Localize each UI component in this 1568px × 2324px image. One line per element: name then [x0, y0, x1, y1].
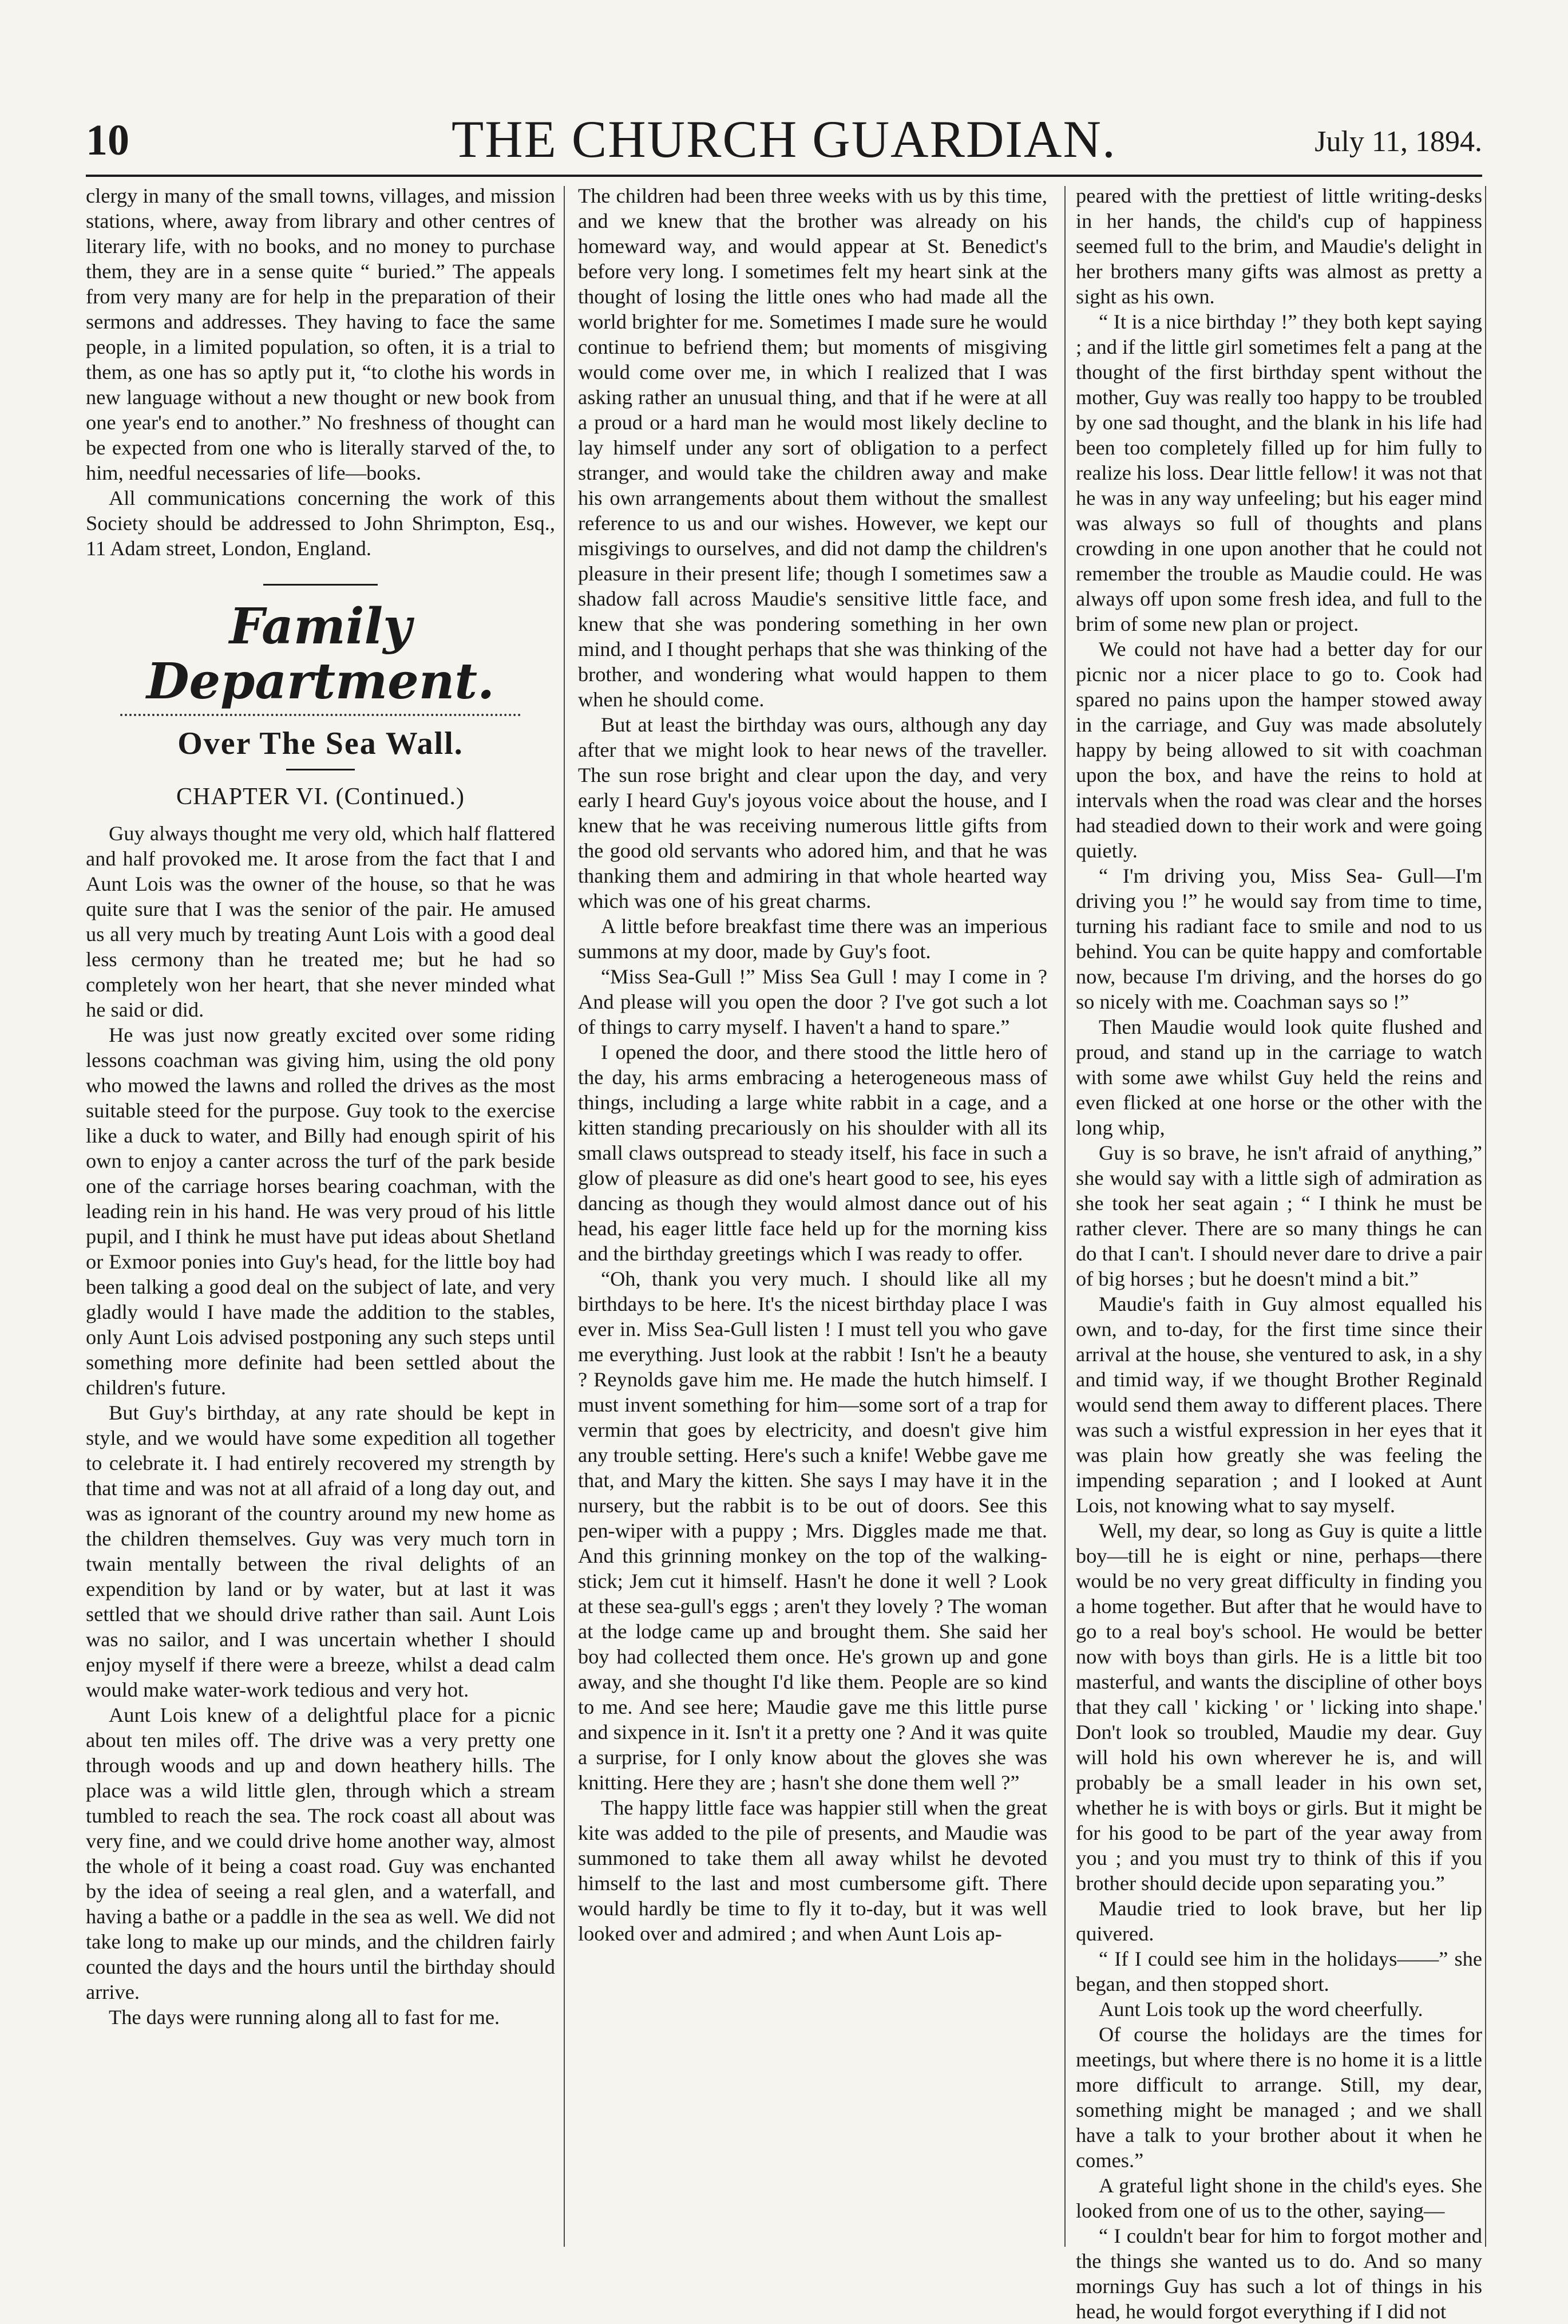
- column-divider: [1064, 186, 1066, 2247]
- title-rule: [286, 769, 355, 770]
- paragraph: “ It is a nice birthday !” they both kept saying ; and if the little girl sometimes felt a pang at the thought of the first birthday spent without the mother, Guy was really too happy to be troubled by one sad thought, and the blank in his life had been too completely filled up for him fully to realize his loss. Dear little fellow! it was not that he was in any way unfeeling; but his eager mind was always so full of thoughts and plans crowding in one upon another that he could not remember the trouble as Maudie could. He was always off upon some fresh idea, and full to the brim of some new plan or project.: [1076, 310, 1482, 635]
- paragraph: I opened the door, and there stood the little hero of the day, his arms embracing a heterogeneous mass of things, including a large white rabbit in a cage, and a kitten standing precariously on his shoulder with all its small claws outspread to steady itself, his face in such a glow of pleasure as did one's heart good to see, his eyes dancing as though they would almost dance out of his head, his eager little face held up for the morning kiss and the birthday greetings which I was ready to offer.: [578, 1041, 1047, 1265]
- column-divider: [1485, 186, 1486, 2247]
- section-rule: [263, 584, 378, 586]
- chapter-heading: CHAPTER VI. (Continued.): [176, 784, 465, 810]
- masthead-rule: [86, 175, 1482, 177]
- paragraph: Maudie's faith in Guy almost equalled his own, and to-day, for the first time since their arrival at the house, she ventured to ask, in a shy and timid way, if we thought Brother Reginald would send them away to different places. There was such a wistful expression in her eyes that it was plain how greatly she was feeling the impending separation ; and I looked at Aunt Lois, not knowing what to say myself.: [1076, 1293, 1482, 1517]
- column-3: [1076, 183, 1482, 2323]
- paragraph: But Guy's birthday, at any rate should be kept in style, and we would have some expedition all together to celebrate it. I had entirely recovered my strength by that time and was not at all afraid of a long day out, and was as ignorant of the country around my new home as the children themselves. Guy was very much torn in twain mentally between the rival delights of an expendition by land or by water, but at last it was settled that we should drive rather than sail. Aunt Lois was no sailor, and I was uncertain whether I should enjoy myself if there were a breeze, whilst a dead calm would make water-work tedious and very hot.: [86, 1401, 555, 1701]
- paragraph: Then Maudie would look quite flushed and proud, and stand up in the carriage to watch with some awe whilst Guy held the reins and even flicked at one horse or the other with the long whip,: [1076, 1015, 1482, 1139]
- paragraph: A grateful light shone in the child's eyes. She looked from one of us to the other, saying—: [1076, 2174, 1482, 2222]
- masthead: [86, 109, 1482, 172]
- column-2: [578, 183, 1047, 2244]
- paragraph: Aunt Lois knew of a delightful place for a picnic about ten miles off. The drive was a very pretty one through woods and up and down heathery hills. The place was a wild little glen, through which a stream tumbled to reach the sea. The rock coast all about was very fine, and we could drive home another way, almost the whole of it being a coast road. Guy was enchanted by the idea of seeing a real glen, and a waterfall, and having a bathe or a paddle in the sea as well. We did not take long to make up our minds, and the children fairly counted the days and the hours until the birthday should arrive.: [86, 1704, 555, 2003]
- story-title: Over The Sea Wall.: [177, 726, 464, 761]
- column-divider: [564, 186, 565, 2247]
- paragraph: peared with the prettiest of little writing-desks in her hands, the child's cup of happiness seemed full to the brim, and Maudie's delight in her brothers many gifts was almost as pretty a sight as his own.: [1076, 184, 1482, 308]
- paragraph: Maudie tried to look brave, but her lip quivered.: [1076, 1897, 1482, 1945]
- paragraph: “ I'm driving you, Miss Sea- Gull—I'm driving you !” he would say from time to time, turning his radiant face to smile and nod to us behind. You can be quite happy and comfortable now, because I'm driving, and the horses do go so nicely with me. Coachman says so !”: [1076, 864, 1482, 1013]
- paragraph: A little before breakfast time there was an imperious summons at my door, made by Guy's foot.: [578, 915, 1047, 963]
- issue-date: July 11, 1894.: [1314, 125, 1482, 158]
- paragraph: Aunt Lois took up the word cheerfully.: [1099, 1998, 1423, 2021]
- paragraph: “ If I could see him in the holidays——” she began, and then stopped short.: [1076, 1947, 1482, 1995]
- paragraph: Guy always thought me very old, which half flattered and half provoked me. It arose from the fact that I and Aunt Lois was the owner of the house, so that he was quite sure that I was the senior of the pair. He amused us all very much by treating Aunt Lois with a good deal less cermony than he treated me; but he had so completely won her heart, that she never minded what he said or did.: [86, 822, 555, 1021]
- page-number: 10: [86, 116, 129, 164]
- paragraph: All communications concerning the work of this Society should be addressed to John Shrimpton, Esq., 11 Adam street, London, England.: [86, 487, 555, 560]
- column-1: [86, 183, 555, 2244]
- department-heading: Family Department.: [146, 598, 495, 710]
- paragraph: Of course the holidays are the times for meetings, but where there is no home it is a little more difficult to arrange. Still, my dear, something might be managed ; and we shall have a talk to your brother about it when he comes.”: [1076, 2023, 1482, 2172]
- paragraph: “Miss Sea-Gull !” Miss Sea Gull ! may I come in ? And please will you open the door ? I've got such a lot of things to carry myself. I haven't a hand to spare.”: [578, 965, 1047, 1038]
- paragraph: Guy is so brave, he isn't afraid of anything,” she would say with a little sigh of admiration as she took her seat again ; “ I think he must be rather clever. There are so many things he can do that I can't. I should never dare to drive a pair of big horses ; but he doesn't mind a bit.”: [1076, 1141, 1482, 1290]
- paragraph: “ I couldn't bear for him to forgot mother and the things she wanted us to do. And so many mornings Guy has such a lot of things in his head, he would forgot everything if I did not: [1076, 2224, 1482, 2323]
- paragraph: But at least the birthday was ours, although any day after that we might look to hear news of the traveller. The sun rose bright and clear upon the day, and very early I heard Guy's joyous voice about the house, and I knew that he was receiving numerous little gifts from the good old servants who adored him, and that he was thanking them and admiring in that whole hearted way which was one of his great charms.: [578, 713, 1047, 912]
- newspaper-title: THE CHURCH GUARDIAN.: [452, 110, 1116, 168]
- paragraph: The happy little face was happier still when the great kite was added to the pile of presents, and Maudie was summoned to take them all away whilst he devoted himself to the last and most cumbersome gift. There would hardly be time to fly it to-day, but it was well looked over and admired ; and when Aunt Lois ap-: [578, 1796, 1047, 1945]
- paragraph: “Oh, thank you very much. I should like all my birthdays to be here. It's the nicest birthday place I was ever in. Miss Sea-Gull listen ! I must tell you who gave me everything. Just look at the rabbit ! Isn't he a beauty ? Reynolds gave him me. He made the hutch himself. I must invent something for him—some sort of a trap for vermin that goes by electricity, and doesn't give him any trouble setting. Here's such a knife! Webbe gave me that, and Mary the kitten. She says I may have it in the nursery, but the rabbit is to be out of doors. See this pen-wiper with a puppy ; Mrs. Diggles made me that. And this grinning monkey on the top of the walking-stick; Jem cut it himself. Hasn't he done it well ? Look at these sea-gull's eggs ; aren't they lovely ? The woman at the lodge came up and brought them. She said her boy had collected them once. He's grown up and gone away, and she thought I'd like them. People are so kind to me. And see here; Maudie gave me this little purse and sixpence in it. Isn't it a pretty one ? And it was quite a surprise, for I only know about the gloves she was knitting. Here they are ; hasn't she done them well ?”: [578, 1267, 1047, 1794]
- paragraph: clergy in many of the small towns, villages, and mission stations, where, away from library and other centres of literary life, with no books, and no money to purchase them, they are in a sense quite “ buried.” The appeals from very many are for help in the preparation of their sermons and addresses. They having to face the same people, in a limited population, so often, it is a trial to them, as one has so aptly put it, “to clothe his words in new language without a new thought or new book from one year's end to another.” No freshness of thought can be expected from one who is literally starved of the, to him, needful necessaries of life—books.: [86, 184, 555, 484]
- paragraph: He was just now greatly excited over some riding lessons coachman was giving him, using the old pony who mowed the lawns and rolled the drives as the most suitable steed for the purpose. Guy took to the exercise like a duck to water, and Billy had enough spirit of his own to enjoy a canter across the turf of the park beside one of the carriage horses bearing coachman, with the leading rein in his hand. He was very proud of his little pupil, and I think he must have put ideas about Shetland or Exmoor ponies into Guy's head, for the little boy had been talking a good deal on the subject of late, and very gladly would I have made the addition to the stables, only Aunt Lois advised postponing any such steps until something more definite had been settled about the children's future.: [86, 1023, 555, 1399]
- paragraph: The days were running along all to fast for me.: [109, 2006, 500, 2029]
- paragraph: The children had been three weeks with us by this time, and we knew that the brother was already on his homeward way, and would appear at St. Benedict's before very long. I sometimes felt my heart sink at the thought of losing the little ones who had made all the world brighter for me. Sometimes I made sure he would continue to befriend them; but moments of misgiving would come over me, in which I realized that I was asking rather an unusual thing, and that if he were at all a proud or a hard man he would most likely decline to lay himself under any sort of obligation to a perfect stranger, and would take the children away and make his own arrangements about them without the smallest reference to us and our wishes. However, we kept our misgivings to ourselves, and did not damp the children's pleasure in their present life; though I sometimes saw a shadow fall across Maudie's sensitive little face, and knew that she was pondering something in her own mind, and I thought perhaps that she was thinking of the brother, and wondering what would happen to them when he should come.: [578, 184, 1047, 711]
- paragraph: Well, my dear, so long as Guy is quite a little boy—till he is eight or nine, perhaps—there would be no very great difficulty in finding you a home together. But after that he would have to go to a real boy's school. He would be better now with boys than girls. He is a little bit too masterful, and wants the discipline of other boys that they call ' kicking ' or ' licking into shape.' Don't look so troubled, Maudie my dear. Guy will hold his own wherever he is, and will probably be a small leader in his own set, whether he is with boys or girls. But it might be for his good to be part of the year away from you ; and you must try to think of this if you brother should decide upon separating you.”: [1076, 1519, 1482, 1895]
- paragraph: We could not have had a better day for our picnic nor a nicer place to go to. Cook had spared no pains upon the hamper stowed away in the carriage, and Guy was made absolutely happy by being allowed to sit with coachman upon the box, and have the reins to hold at intervals when the road was clear and the horses had steadied down to their work and were going quietly.: [1076, 638, 1482, 862]
- dotted-divider: [120, 714, 521, 716]
